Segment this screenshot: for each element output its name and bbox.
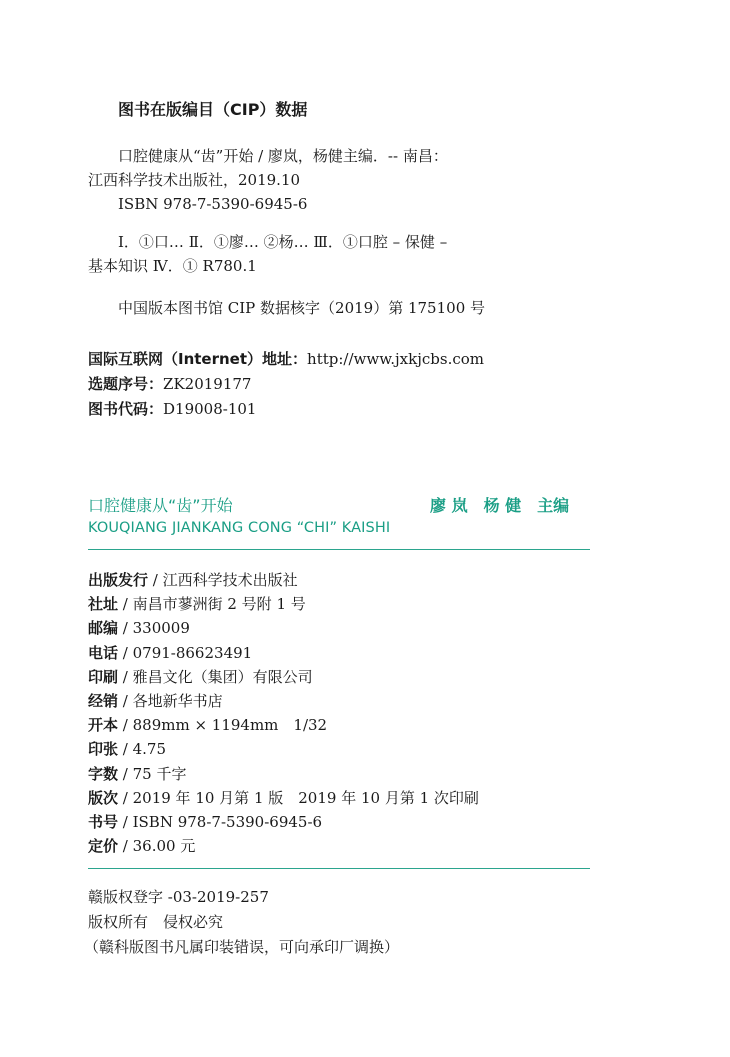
cip-line-1: 口腔健康从“齿”开始 / 廖岚，杨健主编．-- 南昌： — [118, 147, 448, 165]
publication-field-row — [88, 691, 223, 711]
internet-row — [88, 349, 484, 369]
topic-value: ZK2019177 — [163, 375, 252, 393]
field-value: / 2019 年 10 月第 1 版 2019 年 10 月第 1 次印刷 — [118, 788, 479, 807]
field-label: 社址 — [88, 595, 119, 614]
publication-field-row — [88, 836, 195, 856]
field-value: / 0791-86623491 — [118, 643, 253, 662]
publication-field-row — [88, 788, 479, 808]
field-label: 版次 — [88, 788, 119, 807]
publication-field-row — [88, 715, 327, 735]
book-title-cn: 口腔健康从“齿”开始 — [88, 496, 233, 515]
field-value: / 江西科学技术出版社 — [148, 571, 298, 589]
publication-field-row — [88, 594, 306, 614]
field-value: / 4.75 — [118, 740, 167, 759]
field-label: 电话 — [88, 643, 119, 662]
field-label: 字数 — [88, 764, 119, 783]
top-divider — [88, 549, 590, 550]
publication-field-row — [88, 812, 322, 832]
code-value: D19008-101 — [163, 400, 257, 418]
cip-line-3: ISBN 978-7-5390-6945-6 — [118, 195, 308, 213]
field-value: / 各地新华书店 — [118, 692, 223, 710]
bottom-divider — [88, 868, 590, 869]
field-value: / 330009 — [118, 619, 190, 638]
field-value: / 雅昌文化（集团）有限公司 — [118, 667, 313, 686]
publication-field-row — [88, 739, 166, 759]
field-value: / 南昌市蓼洲街 2 号附 1 号 — [118, 595, 306, 614]
publication-field-row — [88, 643, 252, 663]
cip-line-5: 基本知识 Ⅳ．① R780.1 — [88, 257, 257, 275]
field-label: 定价 — [88, 837, 119, 856]
field-value: / ISBN 978-7-5390-6945-6 — [118, 813, 323, 831]
cip-line-4: Ⅰ．①口… Ⅱ．①廖… ②杨… Ⅲ．①口腔 – 保健 – — [118, 233, 448, 251]
book-authors: 廖 岚 杨 健 主编 — [430, 496, 570, 515]
copyright-registration: 赣版权登字 -03-2019-257 — [88, 888, 269, 906]
book-title-pinyin: KOUQIANG JIANKANG CONG “CHI” KAISHI — [88, 520, 391, 536]
field-value: / 889mm × 1194mm 1/32 — [118, 716, 328, 735]
topic-row — [88, 374, 251, 394]
field-label: 印张 — [88, 740, 119, 759]
publication-field-row — [88, 764, 186, 784]
cip-line-6: 中国版本图书馆 CIP 数据核字（2019）第 175100 号 — [118, 299, 486, 317]
field-value: / 75 千字 — [118, 764, 187, 783]
publication-field-row — [88, 618, 190, 638]
copyright-notice: 版权所有 侵权必究 — [88, 913, 224, 931]
publication-field-row — [88, 570, 298, 590]
cip-heading: 图书在版编目（CIP）数据 — [118, 100, 308, 119]
field-label: 经销 — [88, 692, 119, 710]
misprint-notice: （赣科版图书凡属印装错误，可向承印厂调换） — [84, 938, 400, 956]
field-label: 印刷 — [88, 667, 119, 686]
field-label: 开本 — [88, 716, 119, 735]
code-row — [88, 399, 256, 419]
internet-url: http://www.jxkjcbs.com — [307, 350, 484, 368]
field-value: / 36.00 元 — [118, 837, 196, 856]
publication-field-row — [88, 667, 313, 687]
field-label: 出版发行 — [88, 571, 149, 589]
internet-label: 国际互联网（Internet）地址： — [88, 350, 308, 368]
field-label: 邮编 — [88, 619, 119, 638]
topic-label: 选题序号： — [88, 375, 164, 393]
code-label: 图书代码： — [88, 400, 164, 418]
field-label: 书号 — [88, 813, 119, 831]
cip-line-2: 江西科学技术出版社，2019.10 — [88, 171, 301, 189]
